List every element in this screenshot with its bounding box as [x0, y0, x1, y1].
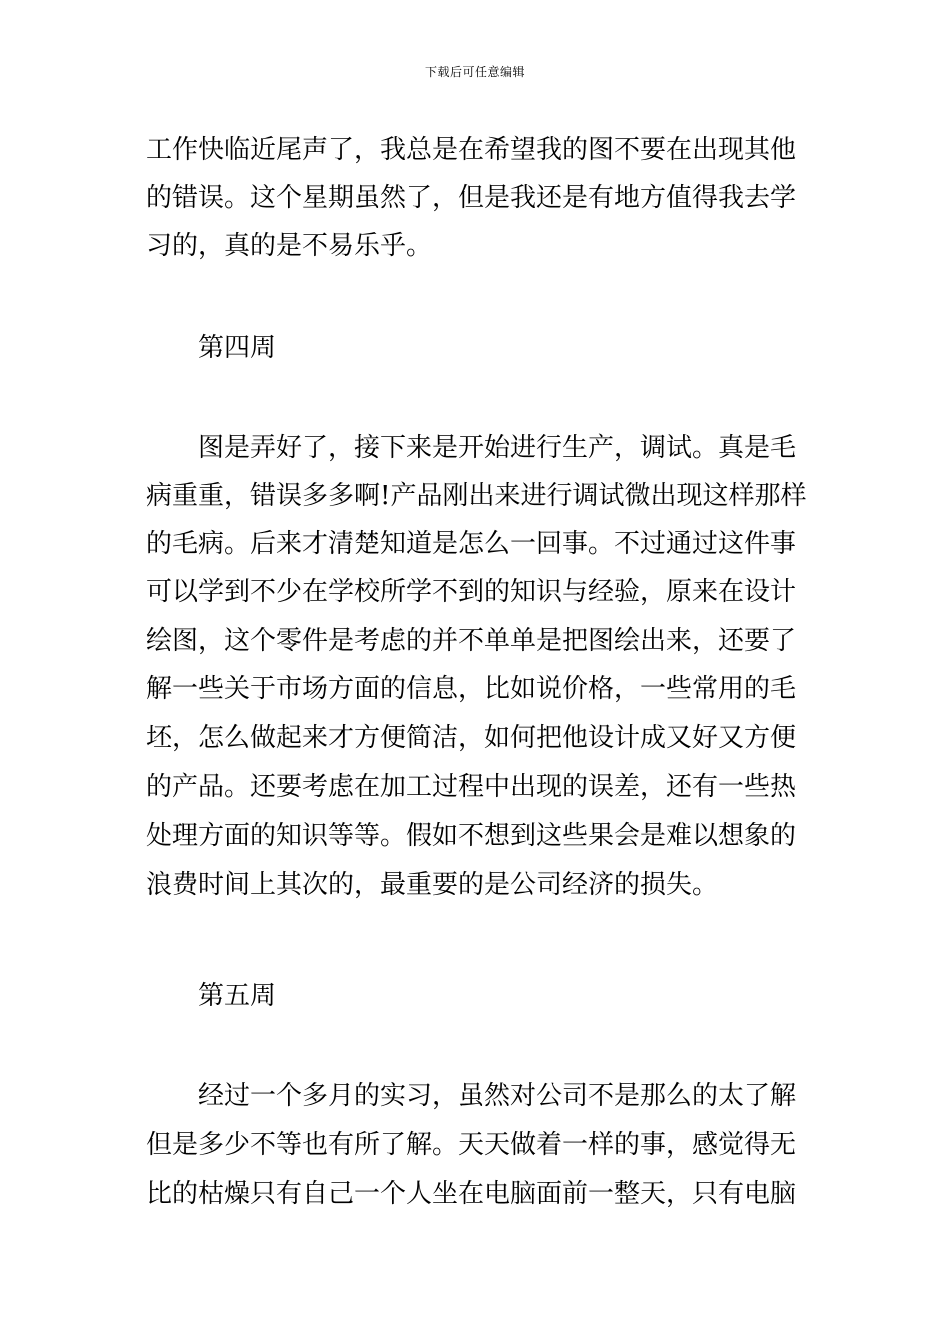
paragraph-2-line-5: 绘图，这个零件是考虑的并不单单是把图绘出来，还要了	[146, 626, 797, 656]
page-header: 下载后可任意编辑	[424, 65, 525, 79]
paragraph-2-line-4: 可以学到不少在学校所学不到的知识与经验，原来在设计	[146, 577, 797, 607]
paragraph-2-line-1: 图是弄好了，接下来是开始进行生产，调试。真是毛	[198, 433, 797, 463]
paragraph-2-line-6: 解一些关于市场方面的信息，比如说价格，一些常用的毛	[146, 674, 797, 704]
paragraph-2-line-9: 处理方面的知识等等。假如不想到这些果会是难以想象的	[146, 821, 797, 851]
paragraph-2-line-7: 坯，怎么做起来才方便简洁，如何把他设计成又好又方便	[146, 723, 797, 753]
paragraph-2-line-10: 浪费时间上其次的，最重要的是公司经济的损失。	[146, 870, 719, 900]
paragraph-1-line-3: 习的，真的是不易乐乎。	[146, 231, 433, 261]
paragraph-1-line-1: 工作快临近尾声了，我总是在希望我的图不要在出现其他	[146, 135, 797, 165]
paragraph-2-line-8: 的产品。还要考虑在加工过程中出现的误差，还有一些热	[146, 772, 797, 802]
paragraph-3-line-2: 但是多少不等也有所了解。天天做着一样的事，感觉得无	[146, 1130, 797, 1160]
paragraph-3-line-1: 经过一个多月的实习，虽然对公司不是那么的太了解	[198, 1081, 797, 1111]
paragraph-1-line-2: 的错误。这个星期虽然了，但是我还是有地方值得我去学	[146, 183, 797, 213]
section-heading-week-4: 第四周	[198, 333, 277, 363]
paragraph-2-line-2: 病重重，错误多多啊!产品刚出来进行调试微出现这样那样	[146, 481, 806, 511]
section-heading-week-5: 第五周	[198, 981, 277, 1011]
paragraph-2-line-3: 的毛病。后来才清楚知道是怎么一回事。不过通过这件事	[146, 529, 797, 559]
paragraph-3-line-3: 比的枯燥只有自己一个人坐在电脑面前一整天，只有电脑	[146, 1179, 797, 1209]
